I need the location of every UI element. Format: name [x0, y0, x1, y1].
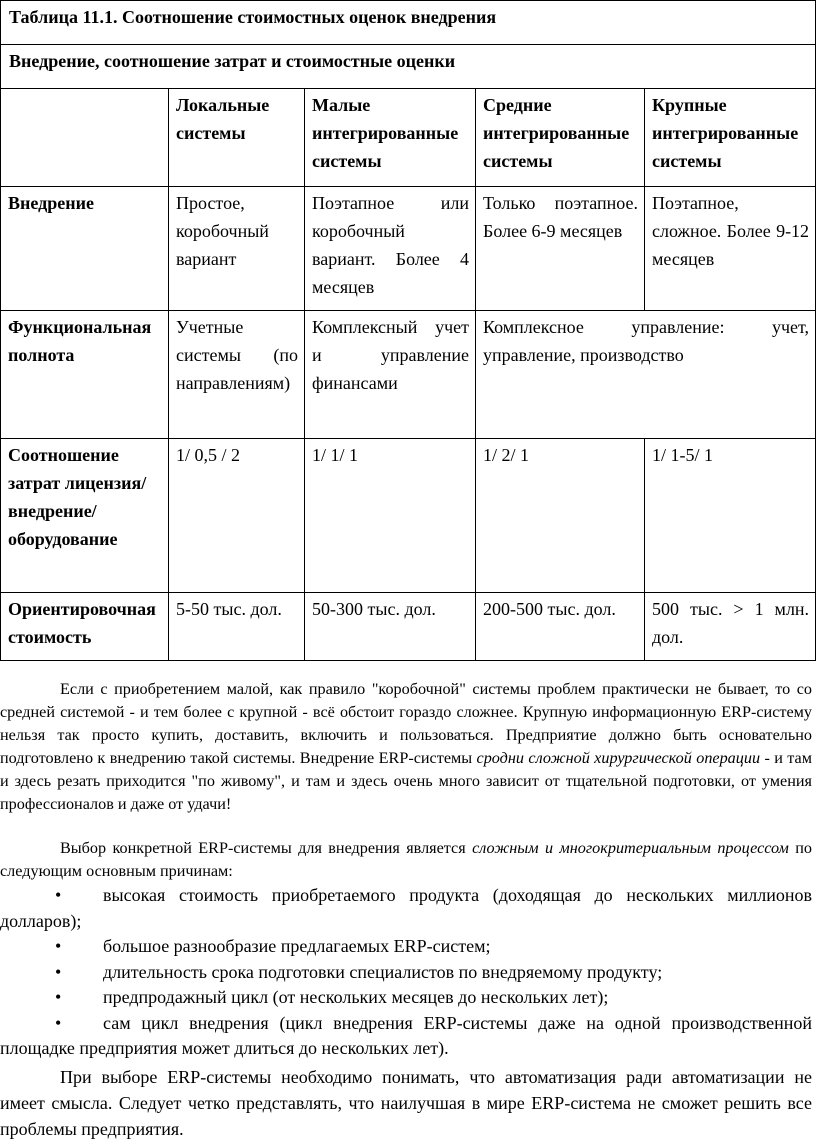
table-header-row — [1, 89, 816, 187]
text-span: Выбор конкретной ERP-системы для внедрения является — [60, 839, 473, 857]
column-header-medium: Средние интегрированные системы — [476, 89, 645, 187]
bullet-icon: • — [55, 936, 62, 956]
column-header-small: Малые интегрированные системы — [305, 89, 476, 187]
table-cell: 1/ 2/ 1 — [476, 439, 645, 593]
table-cell: 200-500 тыс. дол. — [476, 593, 645, 661]
table-title: Таблица 11.1. Соотношение стоимостных оценок внедрения — [1, 1, 816, 45]
table-cell: 50-300 тыс. дол. — [305, 593, 476, 661]
table-row — [1, 593, 816, 661]
table-subtitle-row — [1, 45, 816, 89]
row-label: Соотношение затрат лицензия/ внедрение/ оборудование — [1, 439, 169, 593]
body-text — [0, 678, 812, 1142]
table-cell: 5-50 тыс. дол. — [169, 593, 305, 661]
bullet-icon: • — [55, 885, 62, 905]
table-cell: Поэтапное, сложное. Более 9-12 месяцев — [645, 187, 816, 311]
table-cell: Простое, коробочный вариант — [169, 187, 305, 311]
table-cell: 1/ 0,5 / 2 — [169, 439, 305, 593]
text-span: по следующим основным причинам: — [0, 839, 812, 880]
table-row — [1, 439, 816, 593]
column-header-large: Крупные интегрированные системы — [645, 89, 816, 187]
bullet-icon: • — [55, 961, 62, 982]
table-cell: Только поэтапное. Более 6-9 месяцев — [476, 187, 645, 311]
row-label: Функциональная полнота — [1, 311, 169, 439]
list-item: • длительность срока подготовки специалистов по внедряемому продукту; — [0, 960, 812, 986]
table-row — [1, 187, 816, 311]
table-cell: 1/ 1-5/ 1 — [645, 439, 816, 593]
bullet-icon: • — [55, 987, 62, 1007]
column-header-empty — [1, 89, 169, 187]
emphasis-text: сложным и многокритериальным процессом — [472, 839, 789, 857]
table-cell: Комплексный учет и управление финансами — [305, 311, 476, 439]
text-span: Если с приобретением малой, как правило "коробочной" системы проблем практически не бывает, то со средней системой - и тем более с крупной - всё обстоит гораздо сложнее. Крупную информационную ERP-систему нельзя так просто купить, доставить, включить и пользоваться. Предприятие должно быть основательно подготовлено к внедрению такой системы. Внедрение ERP-системы — [0, 680, 812, 767]
reasons-list — [0, 883, 812, 1062]
table-cell: 500 тыс. > 1 млн. дол. — [645, 593, 816, 661]
paragraph — [0, 837, 812, 883]
paragraph: При выборе ERP-системы необходимо понимать, что автоматизация ради автоматизации не имеет смысла. Следует четко представлять, что наилучшая в мире ERP-система не сможет решить все проблемы предприятия. — [0, 1066, 812, 1139]
list-item: • сам цикл внедрения (цикл внедрения ERP-системы даже на одной производственной площадке предприятия может длиться до нескольких лет). — [0, 1012, 812, 1058]
list-item: • большое разнообразие предлагаемых ERP-систем; — [0, 934, 812, 960]
table-cell: Учетные системы (по направлениям) — [169, 311, 305, 439]
table-subtitle: Внедрение, соотношение затрат и стоимостные оценки — [1, 45, 816, 89]
list-item: • предпродажный цикл (от нескольких месяцев до нескольких лет); — [0, 985, 812, 1011]
bullet-icon: • — [55, 1012, 62, 1033]
emphasis-text: сродни сложной хирургической операции — [476, 749, 761, 767]
row-label: Внедрение — [1, 187, 169, 311]
text-span: - и там и здесь резать приходится "по живому", и там и здесь очень много зависит от тщательной подготовки, от умения профессионалов и даже от удачи! — [0, 749, 812, 813]
table-cell: Комплексное управление: учет, управление, производство — [476, 311, 816, 439]
column-header-local: Локальные системы — [169, 89, 305, 187]
table-row — [1, 311, 816, 439]
table-cell: Поэтапное или коробочный вариант. Более 4 месяцев — [305, 187, 476, 311]
table-cell: 1/ 1/ 1 — [305, 439, 476, 593]
row-label: Ориентировочная стоимость — [1, 593, 169, 661]
paragraph — [0, 678, 812, 816]
list-item: • высокая стоимость приобретаемого продукта (доходящая до нескольких миллионов долларов); — [0, 885, 812, 931]
table-title-row — [1, 1, 816, 45]
